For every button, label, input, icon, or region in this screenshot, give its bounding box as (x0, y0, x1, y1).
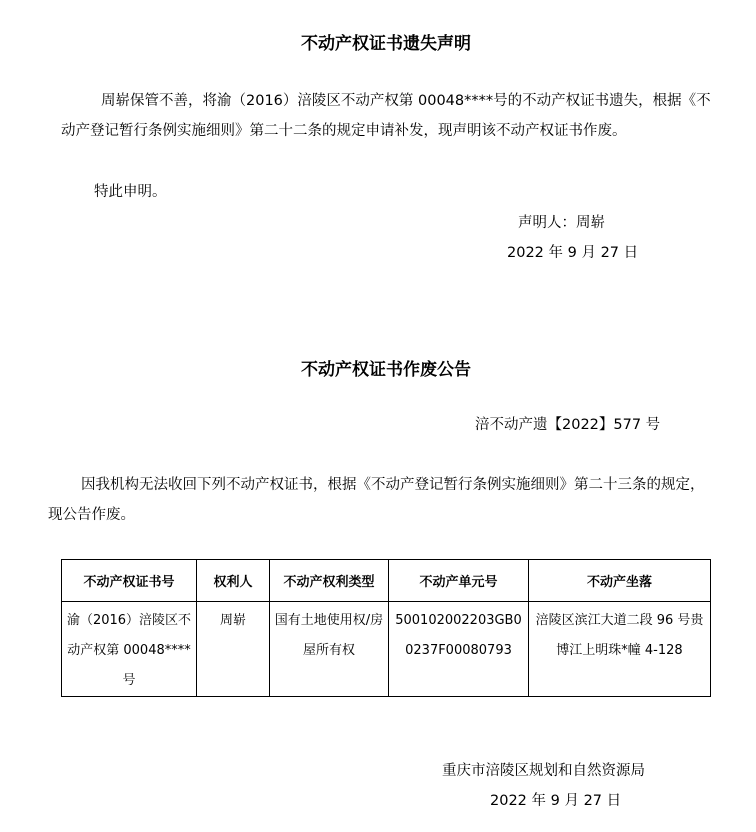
cell-right-type: 国有土地使用权/房屋所有权 (270, 602, 389, 697)
statement-title: 不动产权证书遗失声明 (301, 34, 471, 54)
cell-cert-no: 渝（2016）涪陵区不动产权第 00048****号 (62, 602, 197, 697)
cell-location: 涪陵区滨江大道二段 96 号贵博江上明珠*幢 4-128 (529, 602, 711, 697)
announcement-issuer: 重庆市涪陵区规划和自然资源局 (442, 763, 645, 779)
header-cert-no: 不动产权证书号 (62, 560, 197, 602)
statement-body: 周崭保管不善，将渝（2016）涪陵区不动产权第 00048****号的不动产权证书遗失，根据《不动产登记暂行条例实施细则》第二十二条的规定申请补发，现声明该不动产权证书作废。 (61, 93, 711, 139)
announcement-doc-number: 涪不动产遗【2022】577 号 (475, 417, 661, 433)
header-unit-no: 不动产单元号 (389, 560, 529, 602)
cell-unit-no: 500102002203GB00237F00080793 (389, 602, 529, 697)
announcement-title: 不动产权证书作废公告 (301, 360, 471, 380)
certificate-table (61, 559, 711, 697)
header-right-type: 不动产权利类型 (270, 560, 389, 602)
statement-date: 2022 年 9 月 27 日 (507, 245, 639, 261)
statement-declarant: 声明人：周崭 (518, 215, 605, 231)
header-location: 不动产坐落 (529, 560, 711, 602)
header-holder: 权利人 (197, 560, 270, 602)
announcement-date: 2022 年 9 月 27 日 (490, 793, 622, 809)
table-row (62, 602, 711, 697)
announcement-body: 因我机构无法收回下列不动产权证书，根据《不动产登记暂行条例实施细则》第二十三条的规定，现公告作废。 (48, 477, 705, 523)
table-header-row (62, 560, 711, 602)
cell-holder: 周崭 (197, 602, 270, 697)
statement-closing: 特此申明。 (94, 184, 167, 200)
